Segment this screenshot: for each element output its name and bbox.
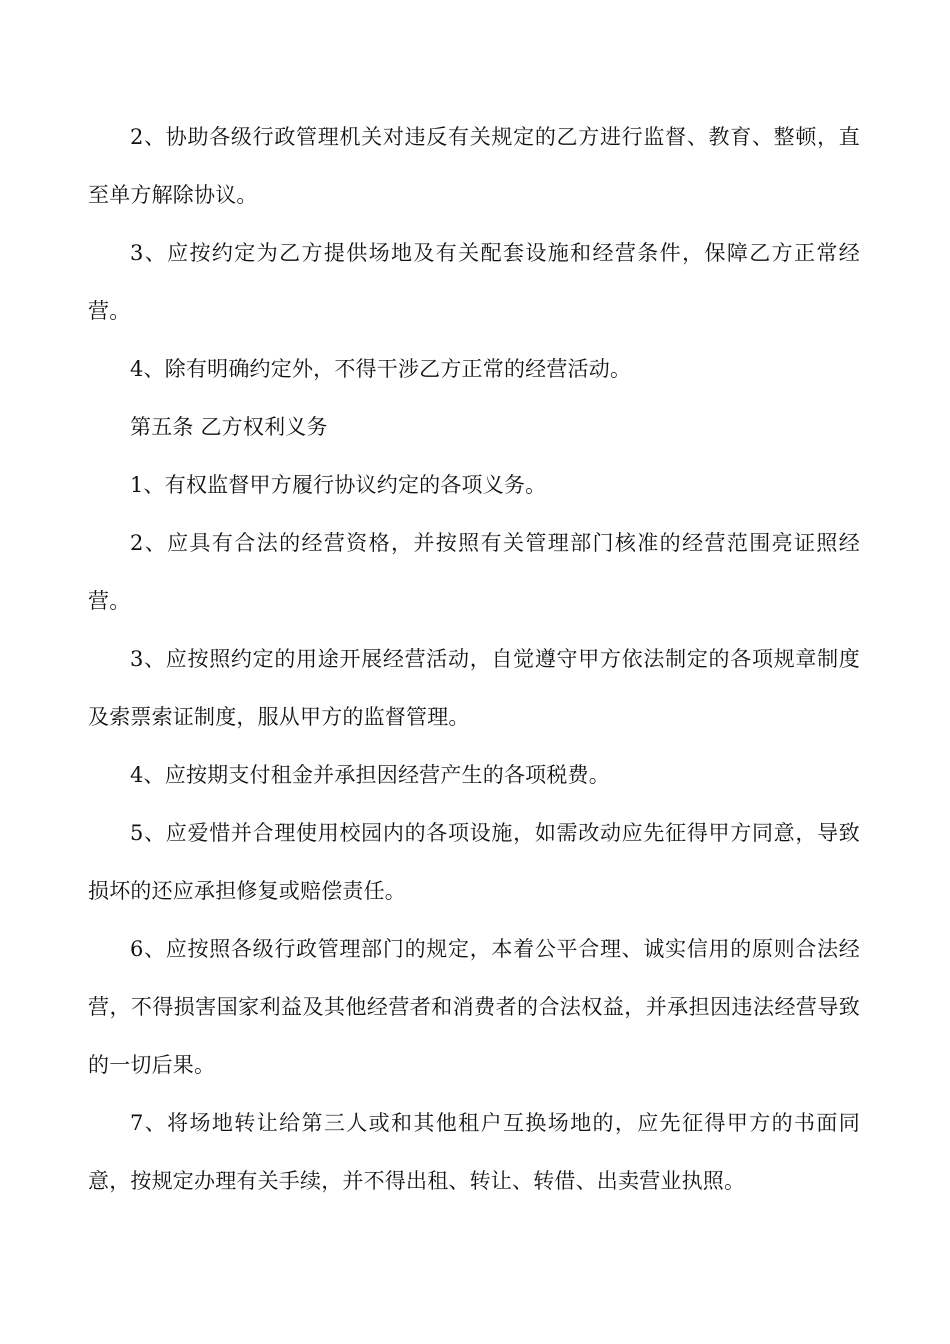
paragraph-party-a-duty-2: 2、协助各级行政管理机关对违反有关规定的乙方进行监督、教育、整顿，直至单方解除协议。 xyxy=(88,125,860,207)
paragraph-party-b-duty-7: 7、将场地转让给第三人或和其他租户互换场地的，应先征得甲方的书面同意，按规定办理有关手续，并不得出租、转让、转借、出卖营业执照。 xyxy=(88,1111,860,1193)
paragraph-party-b-duty-2: 2、应具有合法的经营资格，并按照有关管理部门核准的经营范围亮证照经营。 xyxy=(88,531,860,613)
paragraph-party-b-duty-3: 3、应按照约定的用途开展经营活动，自觉遵守甲方依法制定的各项规章制度及索票索证制度，服从甲方的监督管理。 xyxy=(88,647,860,729)
document-body xyxy=(88,108,860,1210)
paragraph-party-a-duty-3: 3、应按约定为乙方提供场地及有关配套设施和经营条件，保障乙方正常经营。 xyxy=(88,241,860,323)
paragraph-party-b-duty-5: 5、应爱惜并合理使用校园内的各项设施，如需改动应先征得甲方同意，导致损坏的还应承担修复或赔偿责任。 xyxy=(88,821,860,903)
article-5-heading: 第五条 乙方权利义务 xyxy=(130,415,328,439)
paragraph-party-a-duty-4: 4、除有明确约定外，不得干涉乙方正常的经营活动。 xyxy=(130,357,632,381)
paragraph-party-b-right-1: 1、有权监督甲方履行协议约定的各项义务。 xyxy=(130,473,547,497)
paragraph-party-b-duty-4: 4、应按期支付租金并承担因经营产生的各项税费。 xyxy=(130,763,610,787)
paragraph-party-b-duty-6: 6、应按照各级行政管理部门的规定，本着公平合理、诚实信用的原则合法经营，不得损害国家利益及其他经营者和消费者的合法权益，并承担因违法经营导致的一切后果。 xyxy=(88,937,860,1077)
